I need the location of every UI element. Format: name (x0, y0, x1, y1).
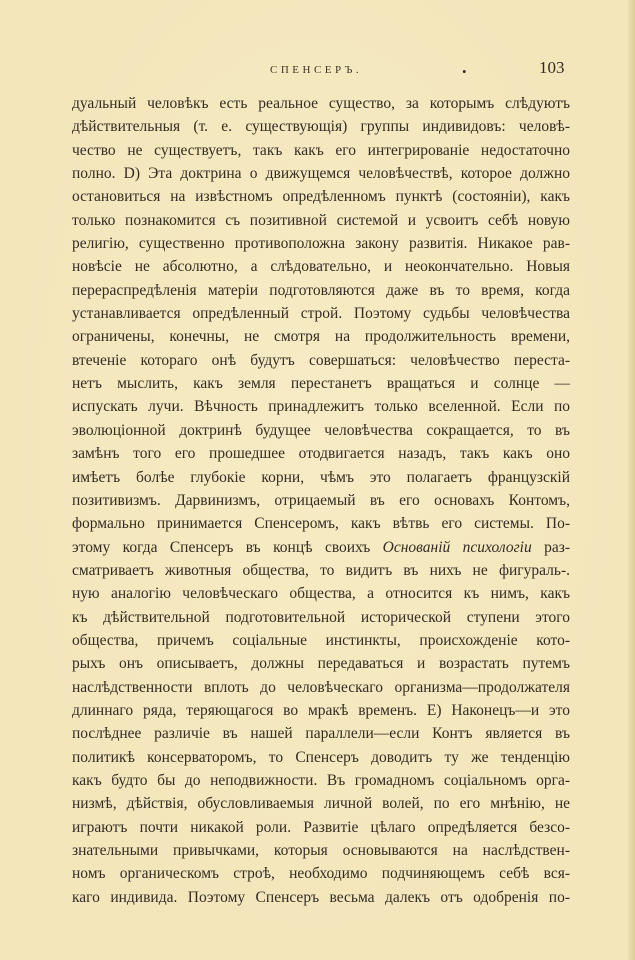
text-line: дѣйствительныя (т. е. существующія) группы индивидовъ: человѣ- (72, 118, 570, 136)
text-line: длиннаго ряда, теряющагося во мракѣ временъ. E) Наконецъ—и это (72, 701, 570, 719)
line-segment: этому когда Спенсеръ въ концѣ своихъ (72, 538, 383, 556)
text-line: замѣнъ того его прошедшее отодвигается назадъ, такъ какъ оно (72, 445, 570, 463)
text-line: послѣднее различіе въ нашей параллели—если Контъ является въ (72, 725, 570, 743)
text-line: общества, причемъ соціальные инстинкты, происхожденіе кото- (72, 631, 570, 649)
text-line-with-italic (72, 536, 570, 559)
text-line: чество не существуетъ, такъ какъ его интегрированіе недостаточно (72, 141, 570, 159)
text-line: играютъ почти никакой роли. Развитіе цѣлаго опредѣляется безсо- (72, 818, 570, 836)
text-line: испускать лучи. Вѣчность принадлежитъ только вселенной. Если по (72, 398, 570, 416)
text-line: позитивизмъ. Дарвинизмъ, отрицаемый въ его основахъ Контомъ, (72, 491, 570, 509)
text-line: ную аналогію человѣческаго общества, а относится къ нимъ, какъ (72, 585, 570, 603)
text-line: имѣетъ болѣе глубокіе корни, чѣмъ это полагаетъ французскій (72, 468, 570, 486)
text-line: новѣсіе не абсолютно, а слѣдовательно, и неокончательно. Новыя (72, 258, 570, 276)
text-line: религію, существенно противоположна закону развитія. Никакое рав- (72, 235, 570, 253)
text-line: дуальный человѣкъ есть реальное существо, за которымъ слѣдуютъ (72, 95, 570, 112)
text-line: устанавливается опредѣленный строй. Поэтому судьбы человѣчества (72, 305, 570, 323)
text-line: полно. D) Эта доктрина о движущемся человѣчествѣ, которое должно (72, 165, 570, 183)
text-line: къ дѣйствительной подготовительной исторической ступени этого (72, 608, 570, 626)
running-title: СПЕНСЕРЪ. (270, 64, 363, 76)
text-line: номъ органическомъ строѣ, необходимо подчиняющемъ себѣ вся- (72, 865, 570, 883)
page-number: 103 (539, 58, 565, 77)
text-line: формально принимается Спенсеромъ, какъ вѣтвь его системы. По- (72, 515, 570, 533)
body-text (72, 92, 570, 909)
text-line: остановиться на извѣстномъ опредѣленномъ пунктѣ (состояніи), какъ (72, 188, 570, 206)
text-line: политикѣ консерваторомъ, то Спенсеръ доводитъ ту же тенденцію (72, 748, 570, 766)
text-line: какъ будто бы до неподвижности. Въ громадномъ соціальномъ орга- (72, 771, 570, 789)
text-line: втеченіе котораго онѣ будутъ совершаться: человѣчество переста- (72, 351, 570, 369)
text-line: низмѣ, дѣйствія, обусловливаемыя личной волей, по его мнѣнію, не (72, 795, 570, 813)
text-line: только познакомится съ позитивной системой и усвоитъ себѣ новую (72, 211, 570, 229)
text-line: перераспредѣленія матеріи подготовляются даже въ то время, когда (72, 281, 570, 299)
italic-book-title: Основаній психологіи (382, 538, 532, 556)
header-ornament-dot: • (462, 64, 467, 79)
text-line: знательными привычками, которыя основываются на наслѣдствен- (72, 842, 570, 859)
text-line: нетъ мыслить, какъ земля перестанетъ вращаться и солнце — (72, 375, 570, 393)
text-line: наслѣдственности вплоть до человѣческаго организма—продолжателя (72, 678, 570, 696)
text-line: ограничены, конечны, не смотря на продолжительность времени, (72, 328, 570, 346)
text-line: рыхъ онъ описываетъ, должны передаваться и возрастать путемъ (72, 655, 570, 673)
text-line: эволюціонной доктринѣ будущее человѣчества сокращается, то въ (72, 421, 570, 439)
line-segment: раз- (531, 538, 570, 556)
page-edge (628, 0, 635, 960)
text-line: каго индивида. Поэтому Спенсеръ весьма далекъ отъ одобренія по- (72, 888, 570, 906)
text-line: сматриваетъ животныя общества, то видитъ въ нихъ не фигураль-. (72, 561, 570, 579)
